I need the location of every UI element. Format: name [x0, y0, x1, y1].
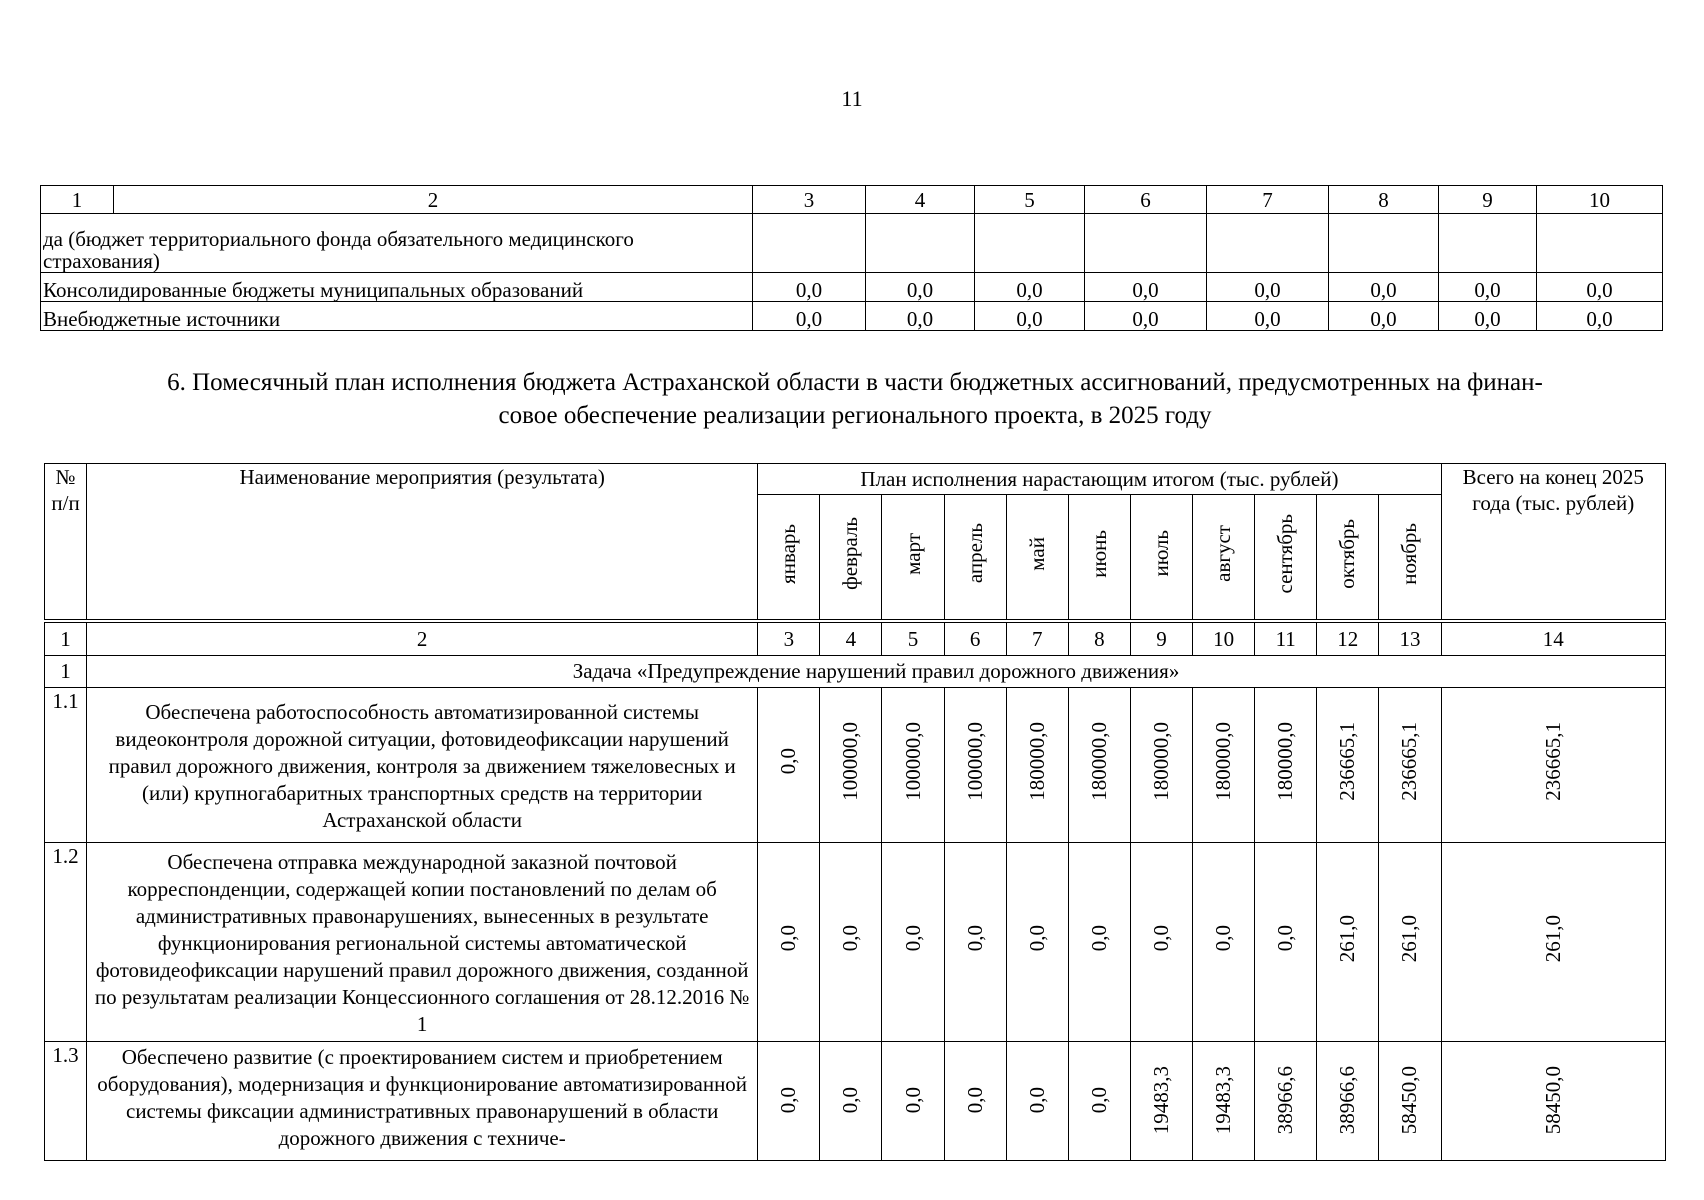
month-value: 180000,0	[1211, 722, 1236, 801]
column-number: 7	[1207, 186, 1329, 214]
column-number: 12	[1317, 621, 1379, 656]
month-value: 0,0	[1211, 925, 1236, 952]
cell-value: 0,0	[1537, 273, 1663, 302]
measure-name: Обеспечена отправка международной заказной почтовой корреспонденции, содержащей копии постановлений по делам об административных правонарушениях, вынесенных в результате функционирования региональной системы автоматической фотовидеофиксации нарушений правил дорожного движения, созданной по результатам реализации Концессионного соглашения от 28.12.2016 № 1	[87, 843, 758, 1042]
header-row	[45, 464, 1666, 495]
cell-value: 0,0	[753, 273, 866, 302]
month-header	[820, 495, 882, 622]
month-value: 0,0	[1086, 925, 1111, 952]
cell-value: 0,0	[975, 273, 1085, 302]
month-value-cell	[882, 688, 944, 843]
column-number: 2	[114, 186, 753, 214]
month-value-cell	[1255, 688, 1317, 843]
cell-value: 0,0	[1537, 302, 1663, 331]
top-table	[40, 185, 1663, 331]
month-label: ноябрь	[1397, 522, 1422, 585]
month-header	[1379, 495, 1441, 622]
month-value-cell	[944, 1042, 1006, 1161]
column-number: 9	[1130, 621, 1192, 656]
month-header	[1193, 495, 1255, 622]
month-label: май	[1024, 536, 1049, 571]
cell-value: 0,0	[753, 302, 866, 331]
month-value: 180000,0	[1148, 722, 1173, 801]
column-number: 1	[45, 621, 87, 656]
month-value-cell	[1193, 843, 1255, 1042]
task-title: Задача «Предупреждение нарушений правил дорожного движения»	[87, 656, 1666, 688]
month-value-cell	[1255, 1042, 1317, 1161]
month-value: 0,0	[1273, 925, 1298, 952]
month-label: июль	[1148, 530, 1173, 577]
column-number: 3	[758, 621, 820, 656]
month-value-cell	[1006, 1042, 1068, 1161]
month-value: 19483,3	[1211, 1066, 1236, 1135]
month-value: 0,0	[1148, 925, 1173, 952]
cell-value: 0,0	[1207, 302, 1329, 331]
month-value-cell	[758, 1042, 820, 1161]
cell-value	[866, 214, 975, 273]
column-numbers-row	[45, 621, 1666, 656]
total-value-cell	[1441, 1042, 1665, 1161]
column-number: 5	[882, 621, 944, 656]
month-value: 236665,1	[1335, 722, 1360, 801]
month-value-cell	[1317, 843, 1379, 1042]
total-value-cell	[1441, 688, 1665, 843]
month-header	[1317, 495, 1379, 622]
month-value: 100000,0	[962, 722, 987, 801]
total-value: 236665,1	[1540, 722, 1565, 801]
month-value: 0,0	[1024, 925, 1049, 952]
month-value-cell	[1193, 688, 1255, 843]
month-value-cell	[1006, 688, 1068, 843]
month-value-cell	[820, 843, 882, 1042]
column-number: 7	[1006, 621, 1068, 656]
table-row	[45, 843, 1666, 1042]
month-value-cell	[758, 843, 820, 1042]
cell-value: 0,0	[866, 302, 975, 331]
table-row	[41, 273, 1663, 302]
month-value: 0,0	[776, 925, 801, 952]
month-value-cell	[820, 1042, 882, 1161]
column-number: 10	[1537, 186, 1663, 214]
total-value-cell	[1441, 843, 1665, 1042]
month-label: январь	[776, 523, 801, 584]
month-value-cell	[944, 688, 1006, 843]
month-label: март	[900, 532, 925, 575]
month-value: 19483,3	[1148, 1066, 1173, 1135]
top-table-header-row	[41, 186, 1663, 214]
month-value-cell	[1193, 1042, 1255, 1161]
month-header	[1006, 495, 1068, 622]
month-value: 180000,0	[1086, 722, 1111, 801]
column-number: 4	[820, 621, 882, 656]
task-number: 1	[45, 656, 87, 688]
month-value: 236665,1	[1397, 722, 1422, 801]
month-value: 0,0	[838, 925, 863, 952]
month-value-cell	[758, 688, 820, 843]
month-value: 0,0	[900, 1087, 925, 1114]
header-row-number: № п/п	[45, 464, 87, 622]
month-value-cell	[882, 1042, 944, 1161]
task-row	[45, 656, 1666, 688]
row-name: да (бюджет территориального фонда обязательного медицинского страхования)	[41, 214, 753, 273]
cell-value: 0,0	[1439, 273, 1537, 302]
cell-value: 0,0	[866, 273, 975, 302]
column-number: 13	[1379, 621, 1441, 656]
cell-value: 0,0	[1439, 302, 1537, 331]
month-value: 0,0	[776, 748, 801, 775]
month-label: июнь	[1086, 529, 1111, 578]
column-number: 1	[41, 186, 114, 214]
cell-value	[1439, 214, 1537, 273]
month-value-cell	[1255, 843, 1317, 1042]
header-measure-name: Наименование мероприятия (результата)	[87, 464, 758, 622]
month-value-cell	[944, 843, 1006, 1042]
month-label: сентябрь	[1273, 513, 1298, 594]
month-value-cell	[882, 843, 944, 1042]
column-number: 4	[866, 186, 975, 214]
month-header	[944, 495, 1006, 622]
month-value-cell	[1130, 843, 1192, 1042]
column-number: 14	[1441, 621, 1665, 656]
column-number: 3	[753, 186, 866, 214]
cell-value	[975, 214, 1085, 273]
month-value: 0,0	[838, 1087, 863, 1114]
section-title-line: 6. Помесячный план исполнения бюджета Астраханской области в части бюджетных ассигнований, предусмотренных на финан-	[167, 369, 1543, 396]
column-number: 11	[1255, 621, 1317, 656]
table-row	[41, 302, 1663, 331]
month-value: 38966,6	[1273, 1066, 1298, 1135]
month-header	[882, 495, 944, 622]
month-value: 261,0	[1335, 914, 1360, 963]
cell-value: 0,0	[1085, 302, 1207, 331]
column-number: 10	[1193, 621, 1255, 656]
month-value: 261,0	[1397, 914, 1422, 963]
cell-value	[1329, 214, 1439, 273]
header-plan: План исполнения нарастающим итогом (тыс. рублей)	[758, 464, 1441, 495]
month-value-cell	[1130, 1042, 1192, 1161]
column-number: 6	[944, 621, 1006, 656]
column-number: 5	[975, 186, 1085, 214]
cell-value: 0,0	[1329, 273, 1439, 302]
month-label: август	[1211, 525, 1236, 582]
section-title-line: совое обеспечение реализации регионального проекта, в 2025 году	[498, 402, 1212, 429]
row-name: Консолидированные бюджеты муниципальных образований	[41, 273, 753, 302]
cell-value: 0,0	[975, 302, 1085, 331]
month-value-cell	[1379, 843, 1441, 1042]
month-value: 0,0	[900, 925, 925, 952]
cell-value: 0,0	[1207, 273, 1329, 302]
month-value-cell	[1068, 1042, 1130, 1161]
month-value: 58450,0	[1397, 1066, 1422, 1135]
cell-value	[1537, 214, 1663, 273]
header-total: Всего на конец 2025 года (тыс. рублей)	[1441, 464, 1665, 622]
month-value-cell	[820, 688, 882, 843]
page-number: 11	[841, 86, 863, 111]
table-row	[45, 688, 1666, 843]
table-row	[41, 214, 1663, 273]
month-value-cell	[1130, 688, 1192, 843]
column-number: 8	[1068, 621, 1130, 656]
row-name: Внебюджетные источники	[41, 302, 753, 331]
row-number: 1.3	[45, 1042, 87, 1161]
measure-name: Обеспечено развитие (с проектированием систем и приобретением оборудования), модернизация и функционирование автоматизированной системы фиксации административных правонарушений в области дорожного движения с техниче-	[87, 1042, 758, 1161]
month-value-cell	[1006, 843, 1068, 1042]
cell-value	[1085, 214, 1207, 273]
month-value-cell	[1379, 688, 1441, 843]
month-label: апрель	[962, 523, 987, 584]
month-value: 100000,0	[838, 722, 863, 801]
cell-value	[1207, 214, 1329, 273]
month-value-cell	[1317, 1042, 1379, 1161]
cell-value: 0,0	[1085, 273, 1207, 302]
month-value: 100000,0	[900, 722, 925, 801]
cell-value	[753, 214, 866, 273]
monthly-plan-table	[44, 463, 1666, 1161]
month-value: 38966,6	[1335, 1066, 1360, 1135]
month-label: февраль	[838, 517, 863, 590]
month-label: октябрь	[1335, 518, 1360, 589]
measure-name: Обеспечена работоспособность автоматизированной системы видеоконтроля дорожной ситуации, фотовидеофиксации нарушений правил дорожного движения, контроля за движением тяжеловесных и (или) крупногабаритных транспортных средств на территории Астраханской области	[87, 688, 758, 843]
column-number: 8	[1329, 186, 1439, 214]
column-number: 9	[1439, 186, 1537, 214]
month-value: 0,0	[1024, 1087, 1049, 1114]
row-number: 1.2	[45, 843, 87, 1042]
month-value-cell	[1379, 1042, 1441, 1161]
section-title	[40, 366, 1670, 432]
month-value: 0,0	[962, 925, 987, 952]
column-number: 2	[87, 621, 758, 656]
month-value: 0,0	[776, 1087, 801, 1114]
total-value: 58450,0	[1540, 1066, 1565, 1135]
table-row	[45, 1042, 1666, 1161]
month-header	[1255, 495, 1317, 622]
month-header	[1130, 495, 1192, 622]
month-value-cell	[1068, 688, 1130, 843]
row-number: 1.1	[45, 688, 87, 843]
month-value-cell	[1317, 688, 1379, 843]
cell-value: 0,0	[1329, 302, 1439, 331]
month-value-cell	[1068, 843, 1130, 1042]
month-header	[1068, 495, 1130, 622]
month-value: 180000,0	[1273, 722, 1298, 801]
month-header	[758, 495, 820, 622]
total-value: 261,0	[1540, 914, 1565, 963]
month-value: 0,0	[962, 1087, 987, 1114]
column-number: 6	[1085, 186, 1207, 214]
month-value: 0,0	[1086, 1087, 1111, 1114]
month-value: 180000,0	[1024, 722, 1049, 801]
